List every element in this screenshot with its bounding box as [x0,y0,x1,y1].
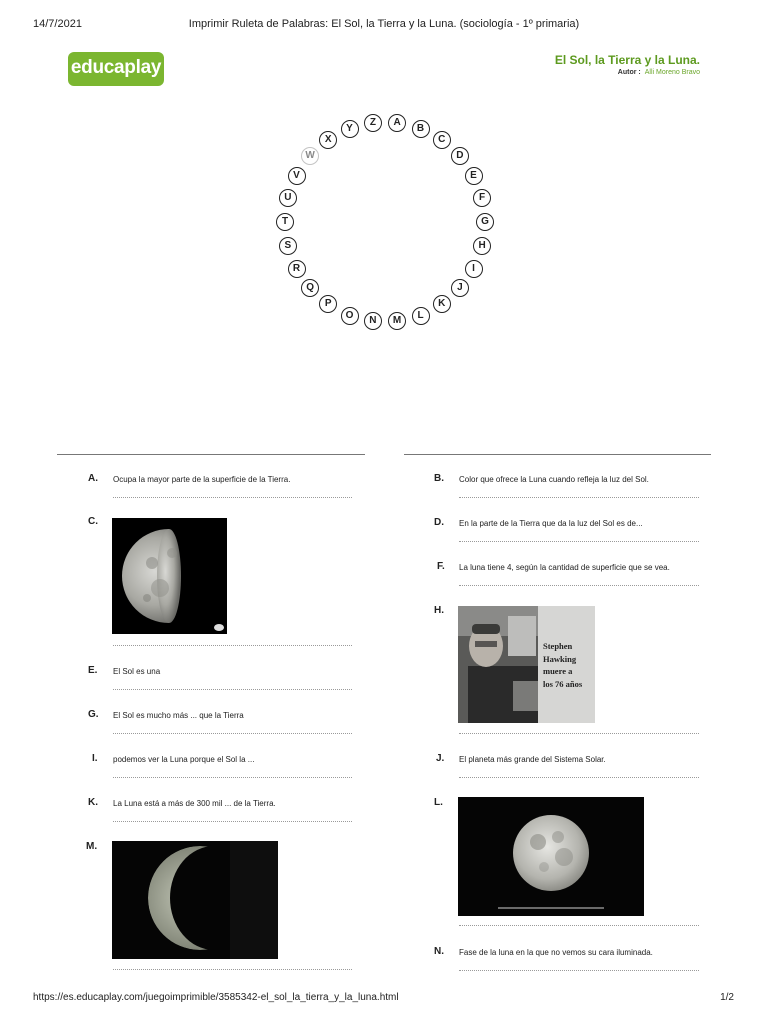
wheel-letter-g: G [476,213,494,231]
question-text-g: El Sol es mucho más ... que la Tierra [113,711,244,720]
answer-line-h[interactable] [459,733,699,734]
wheel-letter-f: F [473,189,491,207]
hawking-caption [543,640,582,690]
hawking-caption-line: Stephen [543,641,573,651]
answer-line-e[interactable] [113,689,352,690]
question-text-d: En la parte de la Tierra que da la luz del Sol es de... [459,519,643,528]
wheel-letter-o: O [341,307,359,325]
wheel-letter-y: Y [341,120,359,138]
wheel-letter-r: R [288,260,306,278]
wheel-letter-i: I [465,260,483,278]
wheel-letter-q: Q [301,279,319,297]
wheel-letter-n: N [364,312,382,330]
question-letter-d: D. [434,517,444,528]
print-url[interactable]: https://es.educaplay.com/juegoimprimible/3585342-el_sol_la_tierra_y_la_luna.html [33,992,399,1003]
question-text-a: Ocupa la mayor parte de la superficie de la Tierra. [113,475,291,484]
wheel-letter-z: Z [364,114,382,132]
question-letter-n: N. [434,946,444,957]
wheel-letter-c: C [433,131,451,149]
question-letter-m: M. [86,841,98,852]
answer-line-m[interactable] [113,969,352,970]
wheel-letter-v: V [288,167,306,185]
wheel-letter-w: W [301,147,319,165]
answer-line-i[interactable] [113,777,352,778]
wheel-letter-a: A [388,114,406,132]
answer-line-k[interactable] [113,821,352,822]
right-column-rule [404,454,711,455]
wheel-letter-h: H [473,237,491,255]
question-letter-a: A. [88,473,98,484]
author-label: Autor : [617,69,641,76]
print-date: 14/7/2021 [33,18,82,30]
wheel-letter-e: E [465,167,483,185]
hawking-caption-line: muere a [543,666,573,676]
question-text-e: El Sol es una [113,667,161,676]
hawking-image [458,606,595,723]
answer-line-d[interactable] [459,541,699,542]
wheel-letter-j: J [451,279,469,297]
wheel-letter-x: X [319,131,337,149]
answer-line-g[interactable] [113,733,352,734]
question-letter-c: C. [88,516,98,527]
question-text-b: Color que ofrece la Luna cuando refleja la luz del Sol. [459,475,649,484]
question-text-k: La Luna está a más de 300 mil ... de la Tierra. [113,799,276,808]
wheel-letter-m: M [388,312,406,330]
answer-line-b[interactable] [459,497,699,498]
answer-line-a[interactable] [113,497,352,498]
wheel-letter-s: S [279,237,297,255]
wheel-letter-u: U [279,189,297,207]
question-letter-j: J. [436,753,445,764]
logo-text: educaplay [70,57,162,78]
moon-crescent-image [112,841,278,959]
answer-line-j[interactable] [459,777,699,778]
full-moon-image [458,797,644,916]
answer-line-c[interactable] [113,645,352,646]
question-letter-l: L. [434,797,443,808]
question-text-n: Fase de la luna en la que no vemos su cara iluminada. [459,948,653,957]
left-column-rule [57,454,365,455]
question-text-j: El planeta más grande del Sistema Solar. [459,755,606,764]
moon-half-image [112,518,227,634]
answer-line-f[interactable] [459,585,699,586]
author-name: Alli Moreno Bravo [644,69,700,76]
print-title: Imprimir Ruleta de Palabras: El Sol, la Tierra y la Luna. (sociología - 1º primaria) [188,18,580,30]
question-letter-e: E. [88,665,98,676]
wheel-letter-t: T [276,213,294,231]
question-text-f: La luna tiene 4, según la cantidad de superficie que se vea. [459,563,670,572]
print-page-number: 1/2 [720,992,734,1003]
question-text-i: podemos ver la Luna porque el Sol la ... [113,755,255,764]
wheel-letter-l: L [412,307,430,325]
wheel-letter-p: P [319,295,337,313]
wheel-letter-k: K [433,295,451,313]
logo-mark-icon [214,624,224,631]
answer-line-n[interactable] [459,970,699,971]
question-letter-b: B. [434,473,444,484]
answer-line-l[interactable] [459,925,699,926]
question-letter-i: I. [92,753,98,764]
question-letter-g: G. [88,709,99,720]
hawking-caption-line: Hawking [543,653,577,664]
question-letter-k: K. [88,797,98,808]
question-letter-f: F. [437,561,445,572]
game-title: El Sol, la Tierra y la Luna. [554,53,700,67]
question-letter-h: H. [434,605,444,616]
hawking-caption-line: los 76 años [543,678,583,689]
wheel-letter-b: B [412,120,430,138]
wheel-letter-d: D [451,147,469,165]
